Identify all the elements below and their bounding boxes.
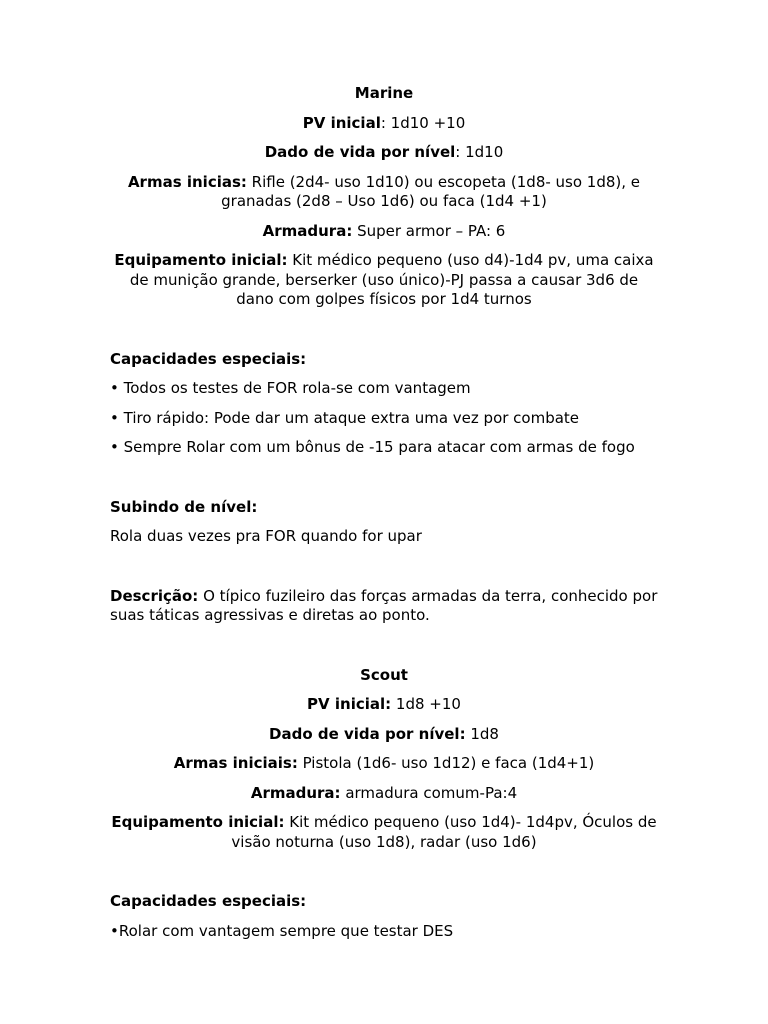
marine-armas: Armas inicias: Rifle (2d4- uso 1d10) ou escopeta (1d8- uso 1d8), e granadas (2d8 – Uso 1d6) ou faca (1d4 +1): [127, 172, 641, 210]
list-item: • Tiro rápido: Pode dar um ataque extra uma vez por combate: [110, 408, 580, 427]
scout-title: Scout: [360, 665, 408, 684]
scout-pv: PV inicial: 1d8 +10: [307, 695, 461, 713]
marine-subindo-text: Rola duas vezes pra FOR quando for upar: [110, 527, 422, 545]
marine-pv: PV inicial: 1d10 +10: [302, 113, 466, 132]
scout-capacidades-heading: Capacidades especiais:: [110, 892, 307, 910]
list-item: • Sempre Rolar com um bônus de -15 para atacar com armas de fogo: [110, 438, 635, 456]
document-page: [110, 84, 658, 941]
marine-dado: Dado de vida por nível: 1d10: [264, 143, 504, 161]
marine-armadura: Armadura: Super armor – PA: 6: [262, 221, 506, 240]
list-item: • Todos os testes de FOR rola-se com vantagem: [110, 379, 471, 397]
scout-armadura: Armadura: armadura comum-Pa:4: [250, 783, 518, 802]
scout-armas: Armas iniciais: Pistola (1d6- uso 1d12) e faca (1d4+1): [173, 754, 595, 772]
scout-dado: Dado de vida por nível: 1d8: [269, 724, 499, 743]
list-item: •Rolar com vantagem sempre que testar DES: [110, 921, 454, 940]
scout-equipamento: Equipamento inicial: Kit médico pequeno (uso 1d4)- 1d4pv, Óculos de visão noturna (uso 1d8), radar (uso 1d6): [111, 813, 657, 851]
marine-equipamento: Equipamento inicial: Kit médico pequeno (uso d4)-1d4 pv, uma caixa de munição grande, berserker (uso único)-PJ passa a causar 3d6 de dano com golpes físicos por 1d4 turnos: [114, 251, 654, 308]
marine-section: [110, 84, 658, 626]
marine-subindo-heading: Subindo de nível:: [110, 497, 258, 516]
marine-title: Marine: [354, 84, 414, 102]
marine-capacidades-heading: Capacidades especiais:: [110, 349, 307, 368]
marine-descricao: Descrição: O típico fuzileiro das forças armadas da terra, conhecido por suas táticas agressivas e diretas ao ponto.: [110, 586, 658, 624]
scout-section: [110, 666, 658, 942]
